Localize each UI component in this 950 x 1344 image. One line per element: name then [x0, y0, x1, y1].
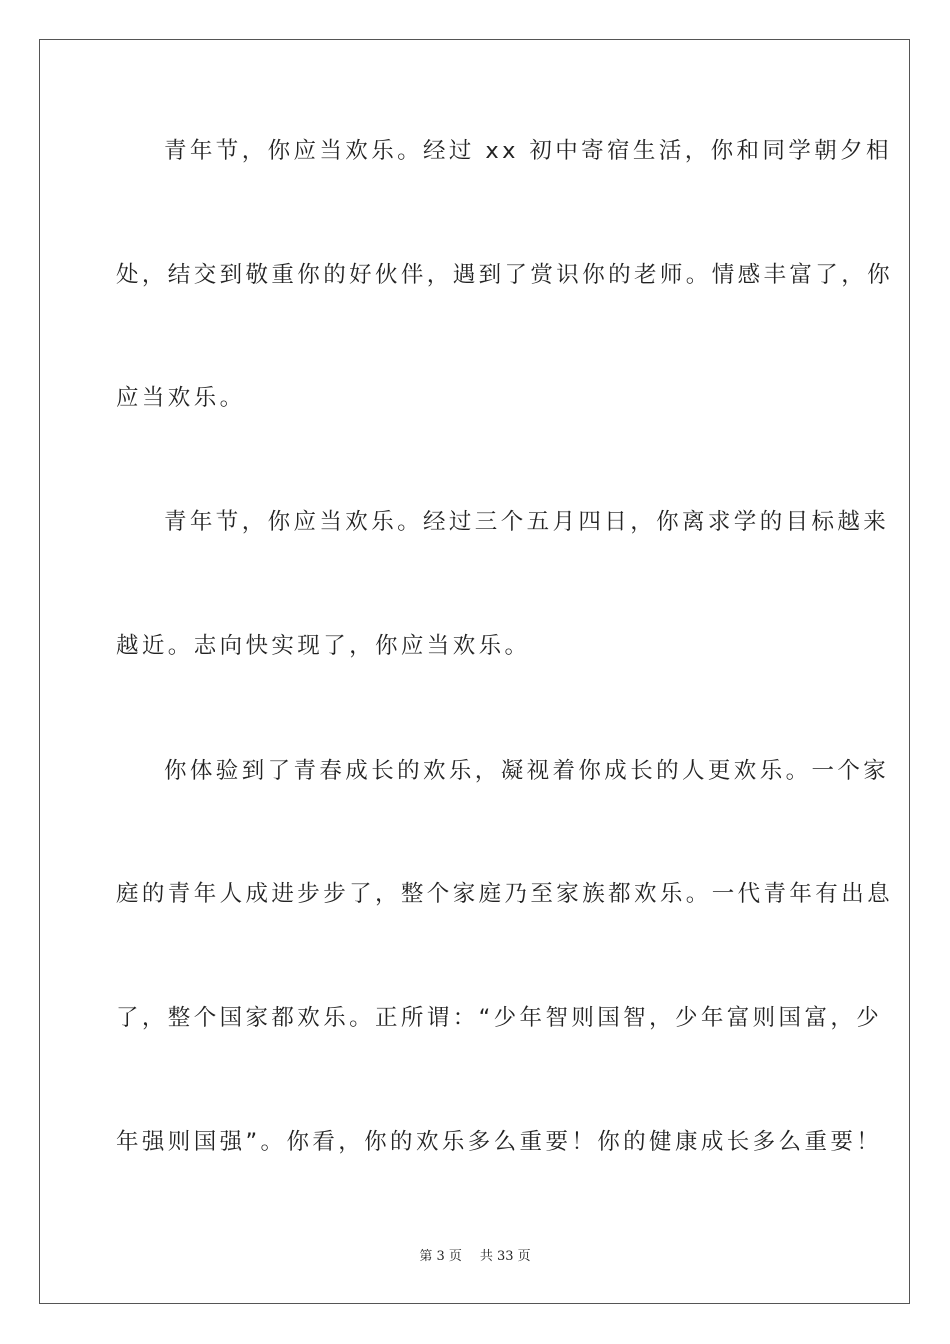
paragraph-3-line-3: 了，整个国家都欢乐。正所谓：“少年智则国智，少年富则国富，少 [116, 1005, 883, 1031]
paragraph-1-line-1: 青年节，你应当欢乐。经过 xx 初中寄宿生活，你和同学朝夕相 [164, 138, 892, 164]
paragraph-3-line-4: 年强则国强”。你看，你的欢乐多么重要！你的健康成长多么重要！ [116, 1129, 883, 1155]
paragraph-3-line-1: 你体验到了青春成长的欢乐，凝视着你成长的人更欢乐。一个家 [164, 758, 890, 784]
paragraph-2-line-1: 青年节，你应当欢乐。经过三个五月四日，你离求学的目标越来 [164, 509, 890, 535]
page-footer [0, 1248, 950, 1266]
paragraph-1-line-2: 处，结交到敬重你的好伙伴，遇到了赏识你的老师。情感丰富了，你 [116, 262, 894, 288]
page-total: 共 33 页 [479, 1249, 531, 1264]
paragraph-1-line-3: 应当欢乐。 [116, 385, 246, 411]
paragraph-2-line-2: 越近。志向快实现了，你应当欢乐。 [116, 633, 531, 659]
page-number: 第 3 页 [419, 1249, 462, 1264]
paragraph-3-line-2: 庭的青年人成进步步了，整个家庭乃至家族都欢乐。一代青年有出息 [116, 881, 894, 907]
page-frame [39, 39, 910, 1304]
